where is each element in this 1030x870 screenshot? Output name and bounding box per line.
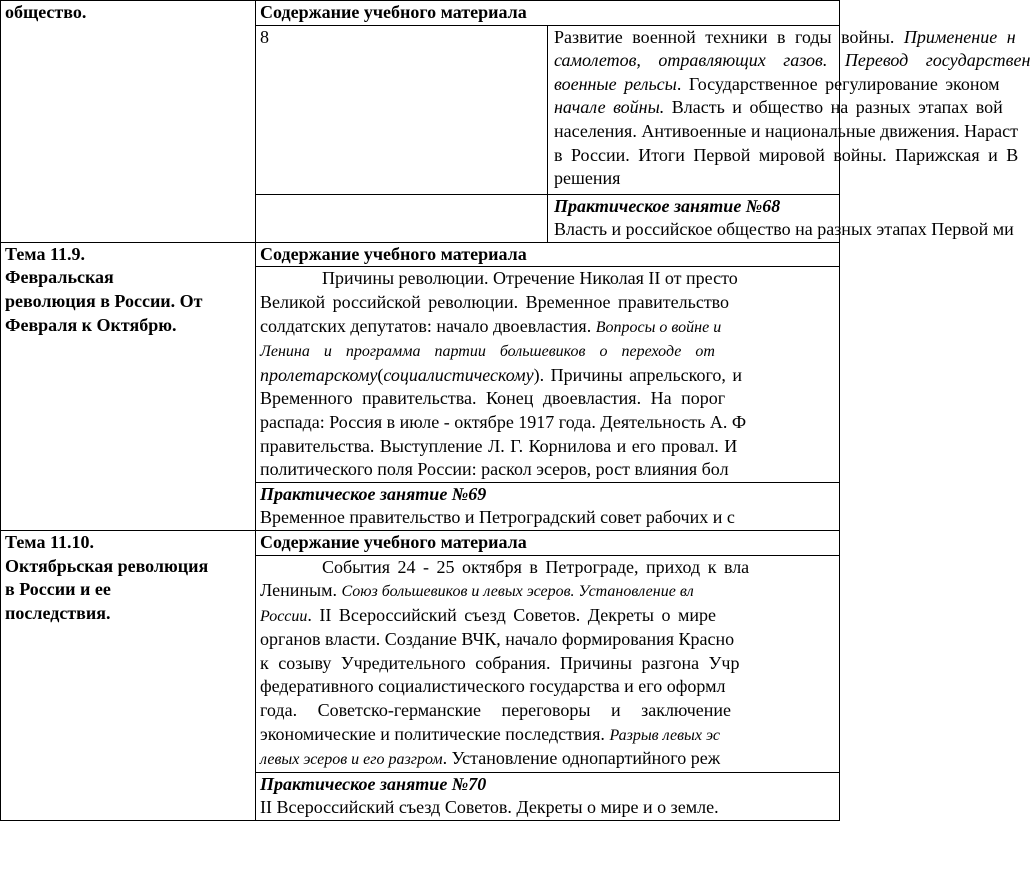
topic-line: революция в России. От	[5, 290, 203, 311]
content-text: . Государственное регулирование эконом	[676, 73, 1000, 94]
content-italic: Союз большевиков и левых эсеров. Установление вл	[341, 583, 694, 601]
topic-line: Октябрьская революция	[5, 555, 209, 576]
content-text: События 24 - 25 октября в Петрограде, приход к вла	[322, 556, 750, 577]
practice-cell	[256, 482, 840, 530]
content-italic: пролетарскому	[260, 364, 378, 385]
row-society	[1, 1, 840, 26]
content-text: распада: Россия в июле - октябре 1917 года. Деятельность А. Ф	[260, 411, 747, 432]
content-italic: России	[260, 607, 308, 625]
practice-text: Временное правительство и Петроградский совет рабочих и с	[260, 507, 735, 528]
practice-title: Практическое занятие №69	[260, 483, 487, 504]
topic-cell	[1, 242, 256, 530]
practice-text: Власть и российское общество на разных этапах Первой ми	[554, 219, 1014, 240]
content-text: ). Причины апрельского, и	[533, 364, 743, 385]
content-italic: самолетов, отравляющих газов. Перевод государствен	[554, 50, 1030, 71]
content-text: в России. Итоги Первой мировой войны. Парижская и В	[554, 144, 1019, 165]
content-text: населения. Антивоенные и национальные движения. Нараст	[554, 120, 1018, 141]
content-text: политического поля России: раскол эсеров, рост влияния бол	[260, 459, 729, 480]
content-header: Содержание учебного материала	[256, 1, 840, 26]
content-italic: Применение н	[903, 26, 1016, 47]
practice-cell	[256, 772, 840, 820]
topic-line: Февраля к Октябрю.	[5, 314, 177, 335]
practice-title: Практическое занятие №70	[260, 773, 487, 794]
content-text: Власть и общество на разных этапах вой	[664, 97, 1003, 118]
topic-line: Февральская	[5, 267, 114, 288]
content-italic: Ленина и программа партии большевиков о переходе от	[260, 343, 715, 361]
content-text: органов власти. Создание ВЧК, начало формирования Красно	[260, 629, 735, 650]
content-italic: Разрыв левых эс	[609, 726, 720, 744]
topic-cell	[1, 1, 256, 243]
row-topic-11-10	[1, 530, 840, 555]
content-italic: социалистическому	[383, 364, 534, 385]
content-text: Развитие военной техники в годы войны.	[554, 26, 904, 47]
content-italic: левых эсеров и его разгром	[260, 751, 443, 769]
content-text: . Установление однопартийного реж	[442, 748, 721, 769]
practice-cell	[548, 194, 1014, 242]
lesson-content: Причины революции. Отречение Николая II от престо Великой российской революции. Временное правительство солдатских депутатов: начало двоевластия. Вопросы о войне и Ленина и программа партии большевиков о переходе от пролетарскому(социалистическому). Причины апрельского, и Временного правительства. Конец двоевластия. На порог распада: Россия в июле - октябре 1917 года. Деятельность А. Ф правительства. Выступление Л. Г. Корнилова и его провал. И политического поля России: раскол эсеров, рост влияния бол	[256, 267, 840, 482]
content-text: решения	[554, 168, 621, 189]
content-text: Временного правительства. Конец двоевластия. На порог	[260, 388, 726, 409]
topic-line: Тема 11.10.	[5, 531, 94, 552]
content-italic: начале войны.	[554, 97, 665, 118]
row-topic-11-9	[1, 242, 840, 267]
lesson-content	[256, 555, 840, 772]
practice-title: Практическое занятие №68	[554, 195, 781, 216]
lesson-content	[548, 25, 1030, 194]
content-text: правительства. Выступление Л. Г. Корнилова и его провал. И	[260, 435, 738, 456]
content-header: Содержание учебного материала	[256, 242, 840, 267]
practice-text: II Всероссийский съезд Советов. Декреты о мире и о земле.	[260, 797, 719, 818]
content-text: к созыву Учредительного собрания. Причины разгона Учр	[260, 652, 740, 673]
empty-number-cell	[256, 194, 548, 242]
content-text: Лениным.	[260, 580, 342, 601]
topic-title: общество.	[5, 2, 87, 22]
content-italic: Вопросы о войне и	[595, 318, 722, 336]
topic-cell	[1, 530, 256, 820]
content-header: Содержание учебного материала	[256, 530, 840, 555]
content-text: Великой российской революции. Временное правительство	[260, 291, 730, 312]
topic-line: Тема 11.9.	[5, 243, 85, 264]
content-text: экономические и политические последствия.	[260, 723, 610, 744]
content-italic: военные рельсы	[554, 73, 677, 94]
topic-line: последствия.	[5, 602, 111, 623]
content-text: года. Советско-германские переговоры и заключение	[260, 700, 731, 721]
content-text: федеративного социалистического государства и его оформл	[260, 676, 726, 697]
content-text: солдатских депутатов: начало двоевластия.	[260, 315, 596, 336]
lesson-number: 8	[256, 25, 548, 194]
content-text: . II Всероссийский съезд Советов. Декреты о мире	[307, 604, 716, 625]
topic-line: в России и ее	[5, 579, 111, 600]
content-text: Причины революции. Отречение Николая II от престо	[322, 268, 738, 289]
